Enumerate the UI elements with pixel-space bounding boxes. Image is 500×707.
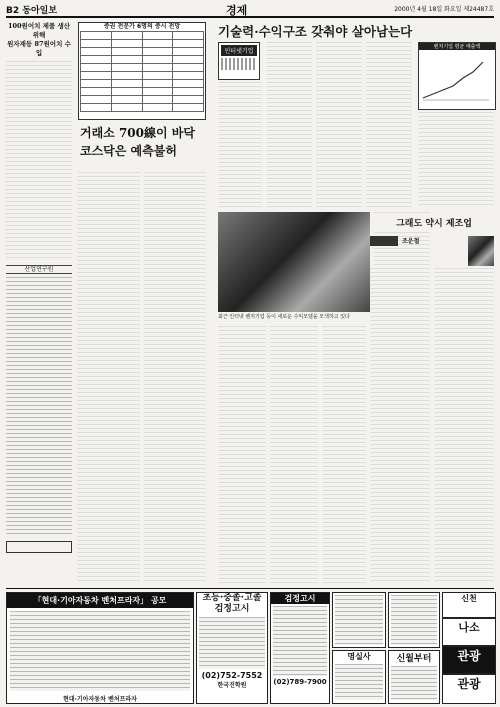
ad-realestate-1[interactable] bbox=[388, 592, 440, 648]
left-body-text bbox=[6, 61, 72, 261]
ad-small-2[interactable] bbox=[332, 650, 386, 704]
ad-4-title: 신천 bbox=[461, 594, 477, 603]
ad-1-footer: 현대·기아자동차 벤처프라자 bbox=[63, 696, 137, 703]
tag-graphic bbox=[221, 58, 257, 70]
ad-re-2-body bbox=[391, 666, 437, 700]
ad-2-phone: (02)752-7552 bbox=[201, 671, 263, 680]
story-col-5 bbox=[418, 112, 494, 208]
ad-realestate-2[interactable] bbox=[388, 650, 440, 704]
forecast-table bbox=[80, 31, 204, 112]
ad-2-footer: 한국진학원 bbox=[217, 682, 247, 689]
ad-6-title: 관광 bbox=[457, 649, 481, 663]
column-author: 조운철 bbox=[402, 238, 420, 245]
ad-right-3[interactable] bbox=[442, 646, 496, 674]
news-photo bbox=[218, 212, 370, 312]
ad-7-title: 관광 bbox=[457, 677, 481, 691]
ad-2-body bbox=[199, 617, 265, 669]
story-col-3 bbox=[316, 42, 362, 208]
story-col-1 bbox=[218, 82, 262, 208]
ad-small-1[interactable] bbox=[332, 592, 386, 648]
column-label bbox=[370, 236, 398, 246]
section-title: 경제 bbox=[226, 4, 248, 17]
ad-small-1-body bbox=[335, 595, 383, 645]
column-author-block bbox=[370, 236, 494, 264]
left-body-text-2 bbox=[6, 277, 72, 537]
left-column bbox=[6, 22, 72, 582]
story-tag: 인터넷기업 bbox=[221, 45, 257, 56]
page-number: B2 동아일보 bbox=[6, 6, 58, 16]
main-headline: 기술력·수익구조 갖춰야 살아남는다 bbox=[218, 24, 413, 39]
issue-date: 2000년 4월 18일 화요일 제24487호 bbox=[394, 6, 494, 13]
photo-caption: 최근 인터넷 벤처기업 등이 새로운 수익모델을 모색하고 있다 bbox=[218, 314, 350, 320]
author-photo bbox=[468, 236, 494, 266]
page-header bbox=[6, 2, 494, 18]
mid-text-col-2 bbox=[144, 172, 206, 584]
page-divider bbox=[6, 588, 494, 589]
left-footer-box bbox=[6, 541, 72, 553]
story-col-7 bbox=[218, 326, 266, 584]
story-tag-box bbox=[218, 42, 260, 80]
story-col-4 bbox=[366, 42, 412, 208]
left-subhead: 산업연구원 bbox=[6, 265, 72, 274]
story-col-8 bbox=[270, 326, 318, 584]
ad-3-title: 검정고시 bbox=[271, 593, 329, 604]
quote-box bbox=[80, 124, 204, 164]
ad-1-body bbox=[10, 611, 190, 691]
mid-text-col-1 bbox=[78, 172, 140, 584]
chart-title: 벤처기업 평균 매출액 bbox=[419, 43, 495, 50]
ad-2-title: 초등·중졸·고졸 검정고시 bbox=[202, 593, 262, 614]
ad-3-body bbox=[273, 606, 327, 676]
ad-right-2[interactable] bbox=[442, 618, 496, 646]
ad-5-title: 신월부터 bbox=[396, 654, 432, 664]
chart-graphic bbox=[419, 50, 493, 106]
ad-8-title: 명실사 bbox=[347, 652, 371, 661]
quote-line-1: 거래소 700線이 바닥 bbox=[80, 126, 195, 140]
ad-re-1-body bbox=[391, 595, 437, 645]
ad-exam-school[interactable] bbox=[196, 592, 268, 704]
story-col-2 bbox=[266, 42, 312, 208]
ad-1-title: 「현대·기아자동차 벤처프라자」 공모 bbox=[7, 593, 193, 608]
ad-3-phone: (02)789-7900 bbox=[273, 678, 327, 686]
quote-line-2: 코스닥은 예측불허 bbox=[80, 144, 177, 158]
table-title: 증권 전문가 6명의 증시 전망 bbox=[103, 23, 181, 30]
column-headline: 그래도 약시 제조업 bbox=[372, 216, 496, 229]
ad-exam-2[interactable] bbox=[270, 592, 330, 704]
left-headline: 100원어치 제품 생산위해 원자재등 87원어치 수입 bbox=[7, 22, 71, 57]
ad-9-title: 나소 bbox=[458, 621, 480, 634]
sales-chart bbox=[418, 42, 496, 110]
column-text-2 bbox=[434, 268, 494, 584]
ad-right-4[interactable] bbox=[442, 674, 496, 704]
story-col-9 bbox=[322, 326, 366, 584]
forecast-table-box bbox=[78, 22, 206, 120]
column-text-1 bbox=[370, 268, 430, 584]
ad-small-2-body bbox=[335, 664, 383, 700]
ad-right-1[interactable] bbox=[442, 592, 496, 618]
ad-venture-plaza[interactable] bbox=[6, 592, 194, 704]
